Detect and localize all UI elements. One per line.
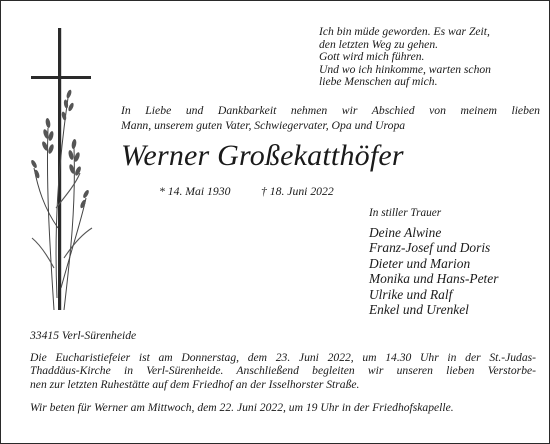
list-item: Franz-Josef und Doris (369, 240, 491, 256)
poem-line: Ich bin müde geworden. Es war Zeit, (319, 25, 490, 38)
intro-line: Mann, unserem guten Vater, Schwiegervater, Opa und Uropa (121, 118, 406, 132)
poem-line: Und wo ich hinkomme, warten schon (319, 62, 491, 76)
death-date: † 18. Juni 2022 (261, 185, 334, 198)
ceremony-line: nen zur letzten Ruhestätte auf dem Friedhof an der Isselhorster Straße. (30, 377, 360, 391)
mourners-list (369, 225, 498, 317)
list-item: Ulrike und Ralf (369, 286, 453, 302)
list-item: Enkel und Urenkel (369, 302, 469, 318)
ceremony-line: Thaddäus-Kirche in Verl-Sürenheide. Anschließend begleiten wir unseren lieben Verstorbe- (30, 364, 536, 378)
cross-with-wheat-icon (28, 28, 98, 310)
deceased-name: Werner Großekatthöfer (121, 139, 404, 172)
prayer-text: Wir beten für Werner am Mittwoch, dem 22. Juni 2022, um 19 Uhr in der Friedhofskapelle. (30, 401, 454, 414)
mourning-label: In stiller Trauer (369, 207, 442, 219)
poem-line: Gott wird mich führen. (319, 50, 425, 64)
list-item: Monika und Hans-Peter (369, 271, 499, 287)
intro-line: In Liebe und Dankbarkeit nehmen wir Abschied von meinem lieben (121, 104, 540, 117)
poem (319, 26, 544, 89)
poem-line: liebe Menschen auf mich. (319, 75, 438, 89)
ceremony-line: Die Eucharistiefeier ist am Donnerstag, dem 23. Juni 2022, um 14.30 Uhr in der St.-Judas- (30, 351, 536, 364)
address: 33415 Verl-Sürenheide (30, 329, 137, 342)
birth-date: * 14. Mai 1930 (159, 185, 231, 198)
intro-text (121, 104, 540, 133)
list-item: Dieter und Marion (369, 255, 471, 271)
poem-line: den letzten Weg zu gehen. (319, 37, 439, 51)
list-item: Deine Alwine (369, 225, 442, 240)
ceremony-text (30, 351, 536, 391)
